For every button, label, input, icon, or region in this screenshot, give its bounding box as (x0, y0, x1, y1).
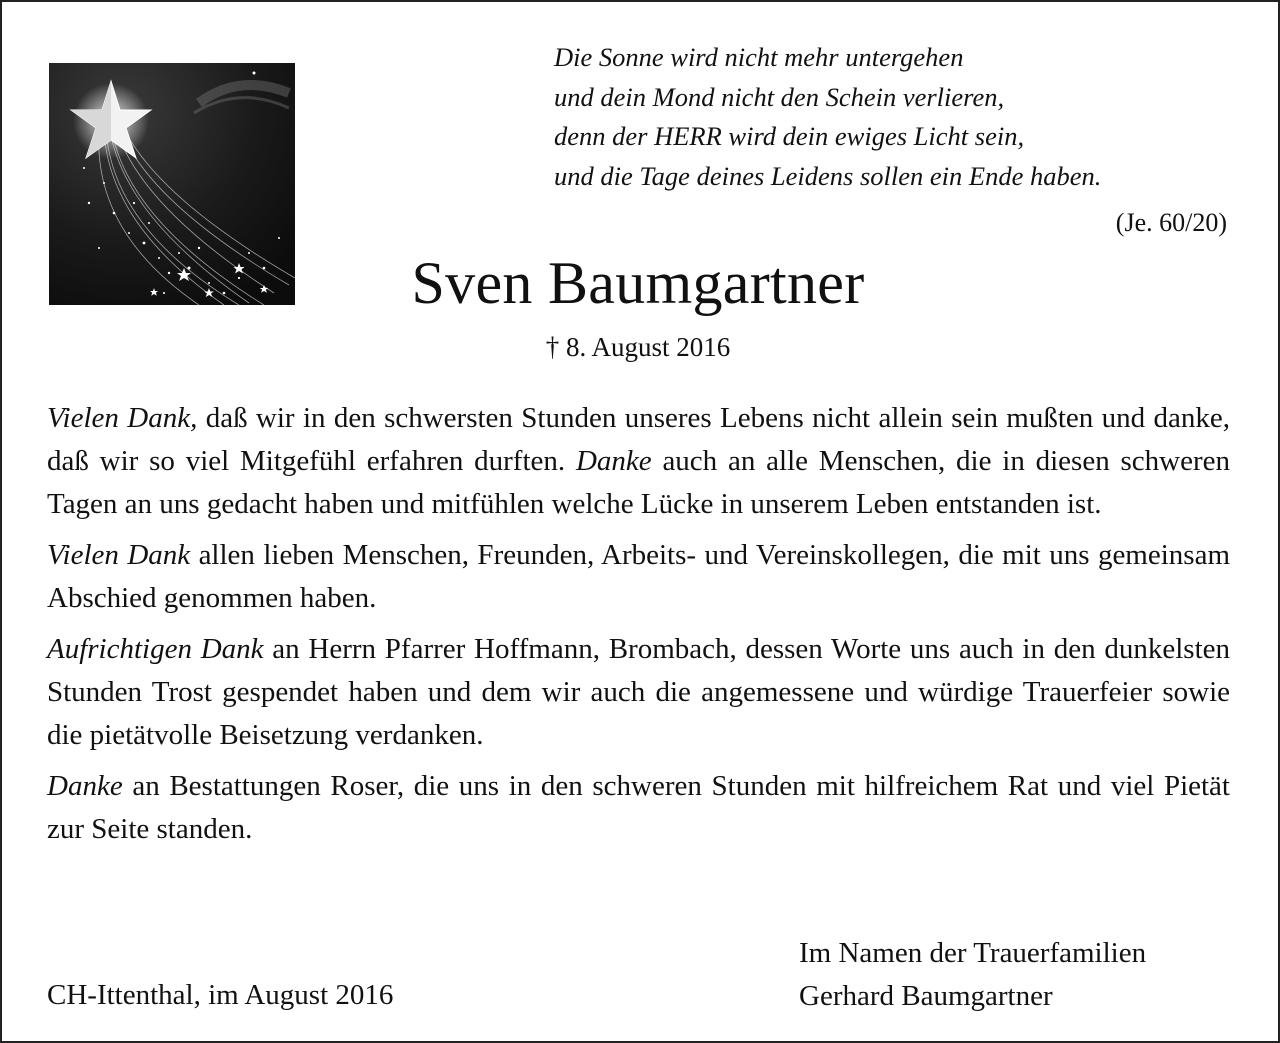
signature-line: Im Namen der Trauerfamilien (799, 937, 1147, 969)
deceased-name: Sven Baumgartner (411, 250, 865, 316)
verse-line: denn der HERR wird dein ewiges Licht sein, (554, 121, 1025, 151)
paragraph-text: an Bestattungen Roser, die uns in den schweren Stunden mit hilfreichem Rat und viel Pietät zur Seite standen. (47, 770, 1230, 845)
verse-line: und dein Mond nicht den Schein verlieren, (554, 81, 1005, 112)
verse-line: und die Tage deines Leidens sollen ein Ende haben. (554, 160, 1102, 191)
bible-verse (554, 38, 1101, 196)
verse-reference: (Je. 60/20) (1115, 208, 1227, 237)
paragraph-lead: Vielen Dank (47, 539, 191, 571)
paragraph (47, 397, 1230, 526)
signature-block (799, 932, 1146, 1018)
verse-line: Die Sonne wird nicht mehr untergehen (554, 42, 964, 72)
paragraph-text: daß wir in den schwersten Stunden unseres Lebens nicht allein sein mußten und danke, daß wir so viel Mitgefühl erfahren durften. (47, 402, 1230, 477)
paragraph-lead: Aufrichtigen Dank (47, 633, 264, 665)
paragraph-text: allen lieben Menschen, Freunden, Arbeits- und Vereinskollegen, die mit uns gemeinsam Abschied genommen haben. (47, 539, 1231, 614)
paragraph-lead: Vielen Dank, (47, 402, 198, 434)
paragraph-lead: Danke (575, 445, 652, 477)
death-date: † 8. August 2016 (545, 332, 731, 362)
paragraph (47, 765, 1230, 851)
place-date: CH-Ittenthal, im August 2016 (47, 979, 394, 1011)
paragraph-text: auch an alle Menschen, die in diesen schweren Tagen an uns gedacht haben und mitfühlen welche Lücke in unserem Leben entstanden ist. (47, 445, 1230, 520)
signature-name: Gerhard Baumgartner (799, 980, 1053, 1012)
paragraph (47, 628, 1230, 757)
thank-you-text (47, 397, 1230, 859)
paragraph-lead: Danke (47, 770, 123, 802)
paragraph-text: an Herrn Pfarrer Hoffmann, Brombach, dessen Worte uns auch in den dunkelsten Stunden Trost gespendet haben und dem wir auch die angemessene und würdige Trauerfeier sowie die pietätvolle Beisetzung verdanken. (47, 633, 1230, 751)
paragraph (47, 534, 1230, 620)
